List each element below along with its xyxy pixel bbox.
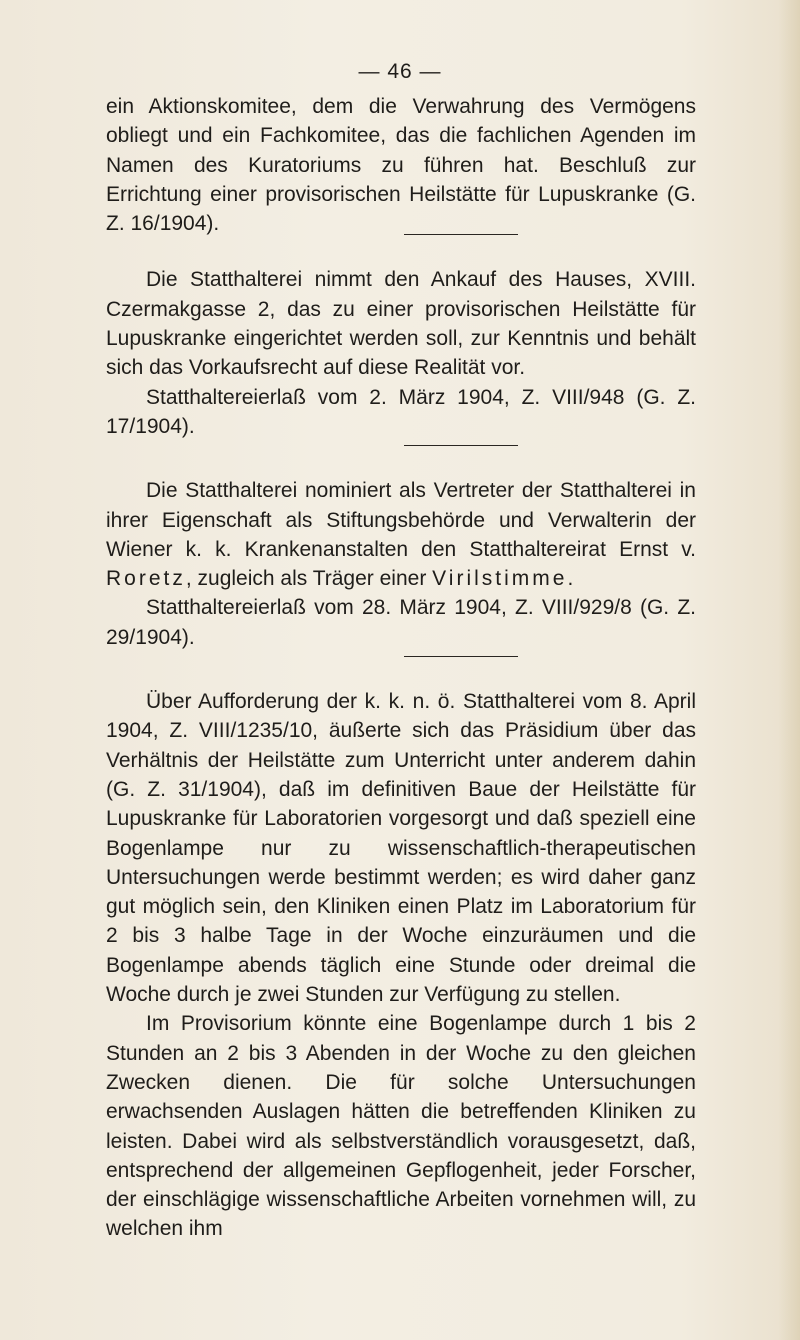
paragraph-3 xyxy=(106,476,696,593)
paragraph-3-citation: Statthaltereierlaß vom 28. März 1904, Z. VIII/929/8 (G. Z. 29/1904). xyxy=(106,596,696,649)
body-text xyxy=(106,92,696,1244)
section-divider xyxy=(404,445,518,446)
paragraph-5: Im Provisorium könnte eine Bogenlampe durch 1 bis 2 Stunden an 2 bis 3 Abenden in der Woche zu den gleichen Zwecken dienen. Die für solche Untersuchungen erwachsenden Auslagen hätten die betreffenden Kliniken zu leisten. Dabei wird als selbstverständlich vorausgesetzt, daß, entsprechend der allgemeinen Gepflogenheit, jeder Forscher, der einschlägige wissenschaftliche Arbeiten vornehmen will, zu welchen ihm xyxy=(106,1012,696,1241)
paragraph-3-text-start: Die Statthalterei nominiert als Vertreter der Statthalterei in ihrer Eigenschaft als Stiftungsbehörde und Verwalterin der Wiener k. k. Krankenanstalten den Statthaltereirat Ernst v. xyxy=(106,479,696,561)
section-divider xyxy=(404,234,518,235)
paragraph-3-text-end: . xyxy=(567,567,574,591)
paragraph-2-citation: Statthaltereierlaß vom 2. März 1904, Z. VIII/948 (G. Z. 17/1904). xyxy=(106,385,696,438)
paragraph-3-text-mid: , zugleich als Träger einer xyxy=(185,567,433,591)
person-name: Roretz xyxy=(106,567,186,591)
paragraph-1: ein Aktionskomitee, dem die Verwahrung des Vermögens obliegt und ein Fachkomitee, das die fachlichen Agenden im Namen des Kuratoriums zu führen hat. Beschluß zur Errichtung einer provisorischen Heilstätte für Lupuskranke (G. Z. 16/1904). xyxy=(106,95,696,236)
page-edge-shadow xyxy=(778,0,800,1340)
paragraph-2: Die Statthalterei nimmt den Ankauf des Hauses, XVIII. Czermakgasse 2, das zu einer provisorischen Heilstätte für Lupuskranke eingerichtet werden soll, zur Kenntnis und behält sich das Vorkaufsrecht auf diese Realität vor. xyxy=(106,268,696,380)
page-number: — 46 — xyxy=(358,60,442,83)
term-virilstimme: Virilstimme xyxy=(432,567,568,591)
section-divider xyxy=(404,656,518,657)
paragraph-4: Über Aufforderung der k. k. n. ö. Statthalterei vom 8. April 1904, Z. VIII/1235/10, äußerte sich das Präsidium über das Verhältnis der Heilstätte zum Unterricht unter anderem dahin (G. Z. 31/1904), daß im definitiven Baue der Heilstätte für Lupuskranke für Laboratorien vorgesorgt und daß speziell eine Bogenlampe nur zu wissenschaftlich-therapeutischen Untersuchungen werde bestimmt werden; es wird daher ganz gut möglich sein, den Kliniken einen Platz im Laboratorium für 2 bis 3 halbe Tage in der Woche einzuräumen und die Bogenlampe abends täglich eine Stunde oder dreimal die Woche durch je zwei Stunden zur Verfügung zu stellen. xyxy=(106,690,696,1007)
